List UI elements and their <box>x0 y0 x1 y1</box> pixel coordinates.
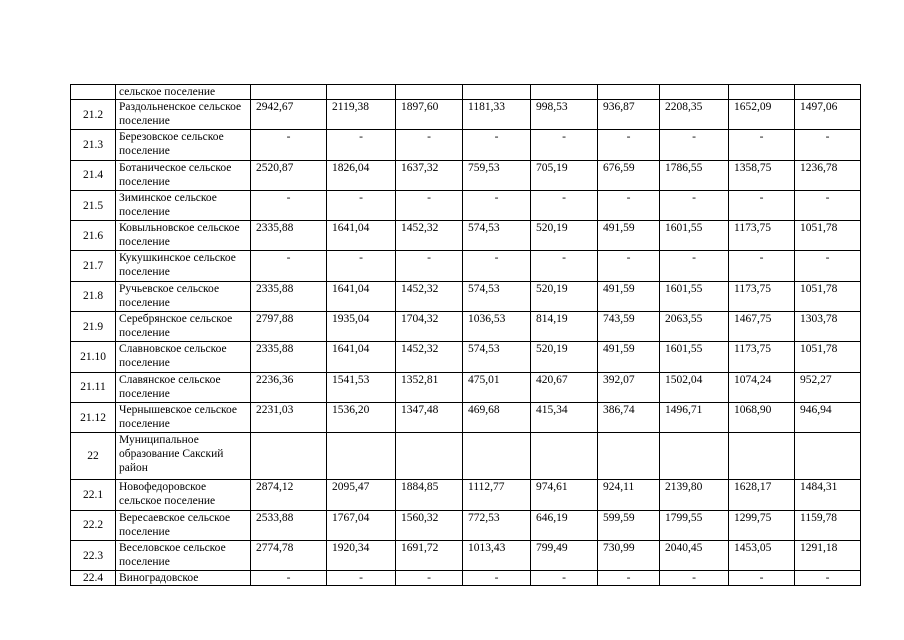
value-cell: 946,94 <box>795 402 861 432</box>
value-cell: 1935,04 <box>327 312 396 342</box>
table-row <box>71 372 861 402</box>
value-cell: 1453,05 <box>729 540 795 570</box>
value-cell: 1502,04 <box>660 372 729 402</box>
value-cell: - <box>660 190 729 220</box>
value-cell: 1641,04 <box>327 221 396 251</box>
value-cell: 491,59 <box>598 342 660 372</box>
value-cell: 574,53 <box>463 281 531 311</box>
row-number: 21.6 <box>71 221 116 251</box>
value-cell: 1051,78 <box>795 281 861 311</box>
value-cell: 1496,71 <box>660 402 729 432</box>
value-cell: - <box>531 251 598 281</box>
tariff-table <box>70 84 861 586</box>
value-cell: 1541,53 <box>327 372 396 402</box>
settlement-name: Ковыльновское сельское поселение <box>116 221 251 251</box>
value-cell: - <box>660 251 729 281</box>
value-cell: 772,53 <box>463 510 531 540</box>
value-cell <box>463 85 531 100</box>
settlement-name: Серебрянское сельское поселение <box>116 312 251 342</box>
value-cell: - <box>729 190 795 220</box>
row-number: 21.11 <box>71 372 116 402</box>
value-cell: 1452,32 <box>396 342 463 372</box>
value-cell: 1652,09 <box>729 100 795 130</box>
value-cell: - <box>531 190 598 220</box>
value-cell: - <box>251 130 327 160</box>
value-cell: - <box>463 251 531 281</box>
value-cell: 1013,43 <box>463 540 531 570</box>
settlement-name: Муниципальное образование Сакский район <box>116 433 251 480</box>
value-cell: 386,74 <box>598 402 660 432</box>
value-cell: 1484,31 <box>795 480 861 510</box>
table-row <box>71 480 861 510</box>
value-cell: 1628,17 <box>729 480 795 510</box>
value-cell: 1291,18 <box>795 540 861 570</box>
value-cell: 1173,75 <box>729 342 795 372</box>
value-cell: - <box>463 190 531 220</box>
row-number: 22.3 <box>71 540 116 570</box>
value-cell: - <box>660 130 729 160</box>
value-cell: 1641,04 <box>327 281 396 311</box>
value-cell: - <box>598 571 660 586</box>
table-row <box>71 510 861 540</box>
value-cell: 2335,88 <box>251 342 327 372</box>
value-cell: 1560,32 <box>396 510 463 540</box>
value-cell: - <box>795 190 861 220</box>
value-cell: 2139,80 <box>660 480 729 510</box>
value-cell: 520,19 <box>531 281 598 311</box>
value-cell: 705,19 <box>531 160 598 190</box>
value-cell: - <box>251 251 327 281</box>
value-cell: 2520,87 <box>251 160 327 190</box>
value-cell: - <box>463 130 531 160</box>
value-cell: 952,27 <box>795 372 861 402</box>
row-number: 21.12 <box>71 402 116 432</box>
value-cell: 2942,67 <box>251 100 327 130</box>
value-cell: 1897,60 <box>396 100 463 130</box>
value-cell: 974,61 <box>531 480 598 510</box>
value-cell: 814,19 <box>531 312 598 342</box>
value-cell: 1181,33 <box>463 100 531 130</box>
settlement-name: Ручьевское сельское поселение <box>116 281 251 311</box>
value-cell: - <box>396 251 463 281</box>
value-cell: - <box>729 251 795 281</box>
value-cell: 1601,55 <box>660 342 729 372</box>
value-cell: 392,07 <box>598 372 660 402</box>
value-cell: 1299,75 <box>729 510 795 540</box>
settlement-name: Кукушкинское сельское поселение <box>116 251 251 281</box>
value-cell: - <box>531 571 598 586</box>
value-cell: 998,53 <box>531 100 598 130</box>
value-cell: 759,53 <box>463 160 531 190</box>
value-cell: 743,59 <box>598 312 660 342</box>
row-number: 21.7 <box>71 251 116 281</box>
value-cell: 2236,36 <box>251 372 327 402</box>
value-cell: 1173,75 <box>729 281 795 311</box>
value-cell: 1159,78 <box>795 510 861 540</box>
value-cell <box>396 85 463 100</box>
value-cell: - <box>729 130 795 160</box>
value-cell: - <box>531 130 598 160</box>
value-cell <box>660 433 729 480</box>
value-cell: - <box>396 571 463 586</box>
value-cell: - <box>396 130 463 160</box>
value-cell: 469,68 <box>463 402 531 432</box>
value-cell <box>729 433 795 480</box>
settlement-name: сельское поселение <box>116 85 251 100</box>
table-row <box>71 130 861 160</box>
table-row <box>71 190 861 220</box>
row-number: 21.10 <box>71 342 116 372</box>
value-cell: - <box>795 251 861 281</box>
table-row <box>71 342 861 372</box>
value-cell: - <box>598 190 660 220</box>
value-cell: 574,53 <box>463 342 531 372</box>
settlement-name: Чернышевское сельское поселение <box>116 402 251 432</box>
value-cell <box>327 433 396 480</box>
row-number: 21.8 <box>71 281 116 311</box>
value-cell <box>251 85 327 100</box>
value-cell: 2797,88 <box>251 312 327 342</box>
value-cell: 799,49 <box>531 540 598 570</box>
value-cell: 1691,72 <box>396 540 463 570</box>
value-cell: 1051,78 <box>795 221 861 251</box>
table-row <box>71 571 861 586</box>
value-cell: 1704,32 <box>396 312 463 342</box>
value-cell: 730,99 <box>598 540 660 570</box>
table-row <box>71 160 861 190</box>
value-cell: 1051,78 <box>795 342 861 372</box>
table-row <box>71 402 861 432</box>
value-cell: - <box>327 571 396 586</box>
value-cell: 924,11 <box>598 480 660 510</box>
value-cell: 1036,53 <box>463 312 531 342</box>
table-row <box>71 433 861 480</box>
value-cell: - <box>396 190 463 220</box>
value-cell: 2335,88 <box>251 221 327 251</box>
row-number: 22.2 <box>71 510 116 540</box>
value-cell: 574,53 <box>463 221 531 251</box>
settlement-name: Раздольненское сельское поселение <box>116 100 251 130</box>
value-cell: - <box>251 190 327 220</box>
table-body <box>71 85 861 586</box>
value-cell: - <box>660 571 729 586</box>
value-cell: 1236,78 <box>795 160 861 190</box>
value-cell <box>729 85 795 100</box>
value-cell: 1601,55 <box>660 281 729 311</box>
value-cell: 1767,04 <box>327 510 396 540</box>
value-cell: - <box>327 130 396 160</box>
settlement-name: Славянское сельское поселение <box>116 372 251 402</box>
value-cell: 1884,85 <box>396 480 463 510</box>
settlement-name: Ботаническое сельское поселение <box>116 160 251 190</box>
value-cell: 1786,55 <box>660 160 729 190</box>
value-cell: 646,19 <box>531 510 598 540</box>
row-number: 21.3 <box>71 130 116 160</box>
value-cell: - <box>327 251 396 281</box>
value-cell: 415,34 <box>531 402 598 432</box>
settlement-name: Новофедоровское сельское поселение <box>116 480 251 510</box>
value-cell: 2208,35 <box>660 100 729 130</box>
settlement-name: Вересаевское сельское поселение <box>116 510 251 540</box>
settlement-name: Березовское сельское поселение <box>116 130 251 160</box>
row-number: 21.4 <box>71 160 116 190</box>
value-cell: 2874,12 <box>251 480 327 510</box>
row-number: 22.1 <box>71 480 116 510</box>
table-row <box>71 251 861 281</box>
value-cell: 520,19 <box>531 221 598 251</box>
value-cell <box>251 433 327 480</box>
value-cell: 2119,38 <box>327 100 396 130</box>
row-number: 22 <box>71 433 116 480</box>
row-number: 21.2 <box>71 100 116 130</box>
value-cell: 1173,75 <box>729 221 795 251</box>
value-cell: 1920,34 <box>327 540 396 570</box>
table-row <box>71 221 861 251</box>
value-cell: 1303,78 <box>795 312 861 342</box>
settlement-name: Веселовское сельское поселение <box>116 540 251 570</box>
value-cell: 2774,78 <box>251 540 327 570</box>
value-cell: 1826,04 <box>327 160 396 190</box>
value-cell: 1799,55 <box>660 510 729 540</box>
value-cell: 491,59 <box>598 281 660 311</box>
value-cell: - <box>598 130 660 160</box>
value-cell: 1074,24 <box>729 372 795 402</box>
value-cell: 1536,20 <box>327 402 396 432</box>
table-row <box>71 100 861 130</box>
value-cell: 1467,75 <box>729 312 795 342</box>
value-cell <box>463 433 531 480</box>
value-cell: 1641,04 <box>327 342 396 372</box>
value-cell <box>660 85 729 100</box>
row-number: 21.5 <box>71 190 116 220</box>
value-cell: 420,67 <box>531 372 598 402</box>
value-cell <box>327 85 396 100</box>
value-cell: 2335,88 <box>251 281 327 311</box>
value-cell: 1347,48 <box>396 402 463 432</box>
value-cell: 1112,77 <box>463 480 531 510</box>
table-row <box>71 312 861 342</box>
value-cell: 1452,32 <box>396 221 463 251</box>
value-cell: 1352,81 <box>396 372 463 402</box>
value-cell: 475,01 <box>463 372 531 402</box>
value-cell: 491,59 <box>598 221 660 251</box>
settlement-name: Виноградовское <box>116 571 251 586</box>
value-cell <box>598 433 660 480</box>
value-cell: 1497,06 <box>795 100 861 130</box>
value-cell: 599,59 <box>598 510 660 540</box>
value-cell: - <box>795 130 861 160</box>
value-cell: - <box>795 571 861 586</box>
value-cell: 1601,55 <box>660 221 729 251</box>
value-cell: 1452,32 <box>396 281 463 311</box>
row-number: 21.9 <box>71 312 116 342</box>
value-cell: 2063,55 <box>660 312 729 342</box>
table-row <box>71 540 861 570</box>
value-cell <box>795 433 861 480</box>
value-cell: - <box>463 571 531 586</box>
value-cell: - <box>327 190 396 220</box>
value-cell: 2040,45 <box>660 540 729 570</box>
value-cell: 2533,88 <box>251 510 327 540</box>
table-row <box>71 85 861 100</box>
value-cell: 1068,90 <box>729 402 795 432</box>
settlement-name: Славновское сельское поселение <box>116 342 251 372</box>
value-cell: - <box>598 251 660 281</box>
table-row <box>71 281 861 311</box>
row-number: 22.4 <box>71 571 116 586</box>
value-cell: 520,19 <box>531 342 598 372</box>
value-cell <box>396 433 463 480</box>
value-cell <box>531 433 598 480</box>
value-cell <box>598 85 660 100</box>
value-cell: 1358,75 <box>729 160 795 190</box>
value-cell: - <box>729 571 795 586</box>
value-cell <box>531 85 598 100</box>
value-cell <box>795 85 861 100</box>
value-cell: 2231,03 <box>251 402 327 432</box>
value-cell: 2095,47 <box>327 480 396 510</box>
row-number <box>71 85 116 100</box>
value-cell: 676,59 <box>598 160 660 190</box>
value-cell: 1637,32 <box>396 160 463 190</box>
settlement-name: Зиминское сельское поселение <box>116 190 251 220</box>
value-cell: - <box>251 571 327 586</box>
value-cell: 936,87 <box>598 100 660 130</box>
